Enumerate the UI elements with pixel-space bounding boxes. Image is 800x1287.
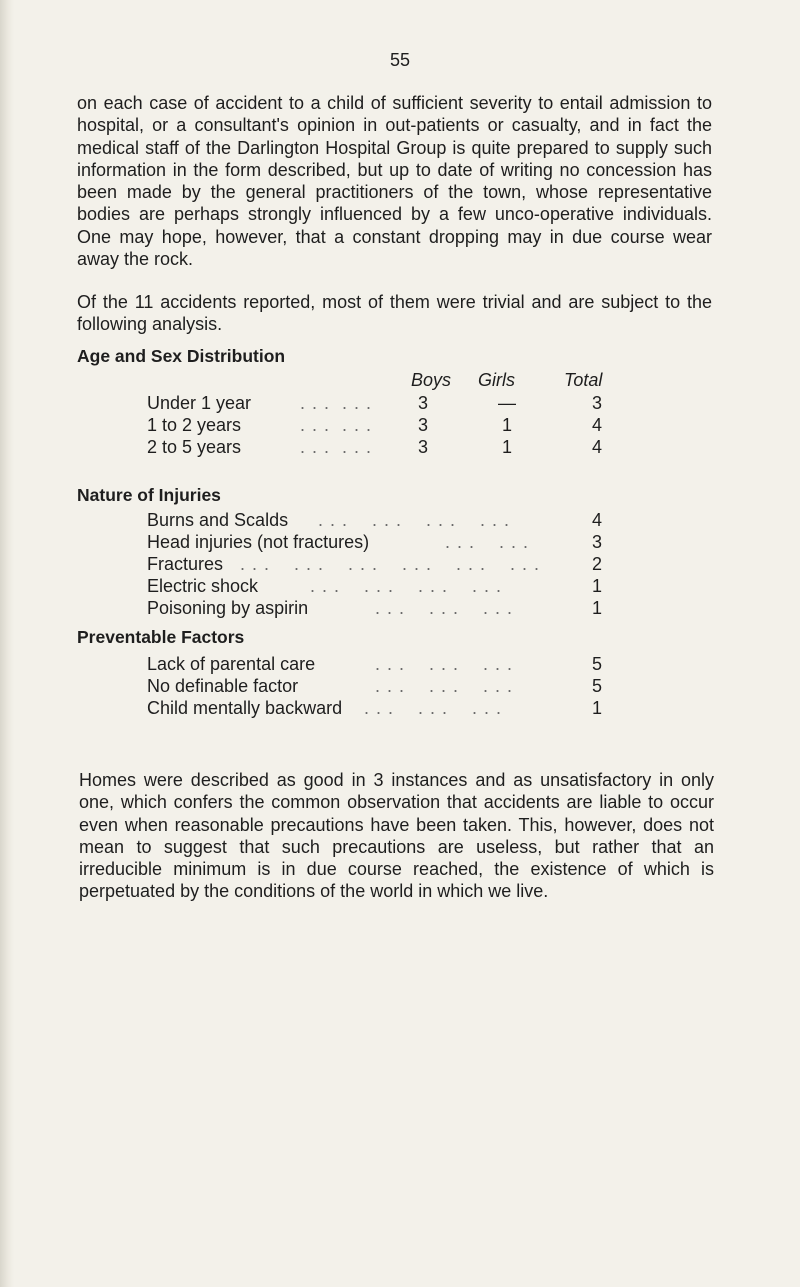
preventable-row: Child mentally backward . . . . . . . . . 1	[0, 698, 800, 720]
nature-row: Poisoning by aspirin . . . . . . . . . 1	[0, 598, 800, 620]
intro-paragraph: on each case of accident to a child of sufficient severity to entail admission to hospital, or a consultant's opinion in out-patients or casualty, and in fact the medical staff of the Darlington Hospital Group is quite prepared to supply such information in the form described, but up to date of writing no concession has been made by the general practitioners of the town, whose representative bodies are perhaps strongly influenced by a few unco-operative individuals. One may hope, however, that a constant dropping may in due course wear away the rock.	[77, 93, 712, 270]
girls-value: 1	[501, 437, 512, 457]
age-row: Under 1 year . . . . . . 3 — 3	[0, 393, 800, 415]
column-header-total: Total	[564, 370, 603, 390]
analysis-intro-paragraph: Of the 11 accidents reported, most of them were trivial and are subject to the following analysis.	[77, 292, 712, 335]
nature-row: Burns and Scalds . . . . . . . . . . . . 4	[0, 510, 800, 532]
age-row: 1 to 2 years . . . . . . 3 1 4	[0, 415, 800, 437]
page-number: 55	[389, 50, 411, 70]
row-label: Child mentally backward	[147, 698, 343, 718]
page-edge-shadow	[0, 0, 14, 1287]
girls-value: 1	[501, 415, 512, 435]
row-label: Lack of parental care	[147, 654, 316, 674]
row-label: Under 1 year	[147, 393, 252, 413]
total-value: 4	[591, 510, 602, 530]
total-value: 5	[591, 676, 602, 696]
total-value: 4	[591, 415, 602, 435]
column-header-girls: Girls	[478, 370, 515, 390]
total-value: 1	[591, 698, 602, 718]
row-label: No definable factor	[147, 676, 299, 696]
boys-value: 3	[417, 415, 428, 435]
total-value: 5	[591, 654, 602, 674]
total-value: 3	[591, 393, 602, 413]
girls-value: —	[498, 393, 516, 413]
column-header-boys: Boys	[411, 370, 452, 390]
boys-value: 3	[417, 437, 428, 457]
row-label: 1 to 2 years	[147, 415, 242, 435]
age-row: 2 to 5 years . . . . . . 3 1 4	[0, 437, 800, 459]
preventable-row: No definable factor . . . . . . . . . 5	[0, 676, 800, 698]
age-sex-heading: Age and Sex Distribution	[77, 346, 286, 366]
total-value: 3	[591, 532, 602, 552]
row-label: Poisoning by aspirin	[147, 598, 309, 618]
total-value: 1	[591, 576, 602, 596]
total-value: 2	[591, 554, 602, 574]
row-label: Fractures	[147, 554, 224, 574]
nature-row: Fractures . . . . . . . . . . . . . . . . . . 2	[0, 554, 800, 576]
boys-value: 3	[417, 393, 428, 413]
row-label: Burns and Scalds	[147, 510, 289, 530]
homes-paragraph: Homes were described as good in 3 instances and as unsatisfactory in only one, which confers the common observation that accidents are liable to occur even when reasonable precautions have been taken. This, however, does not mean to suggest that such precautions are useless, but rather that an irreducible minimum is in due course reached, the existence of which is perpetuated by the conditions of the world in which we live.	[79, 770, 714, 902]
row-label: Electric shock	[147, 576, 259, 596]
preventable-heading: Preventable Factors	[77, 627, 245, 647]
row-label: Head injuries (not fractures)	[147, 532, 370, 552]
nature-row: Electric shock . . . . . . . . . . . . 1	[0, 576, 800, 598]
row-label: 2 to 5 years	[147, 437, 242, 457]
total-value: 1	[591, 598, 602, 618]
preventable-row: Lack of parental care . . . . . . . . . 5	[0, 654, 800, 676]
nature-heading: Nature of Injuries	[77, 485, 221, 505]
nature-row: Head injuries (not fractures) . . . . . . 3	[0, 532, 800, 554]
total-value: 4	[591, 437, 602, 457]
